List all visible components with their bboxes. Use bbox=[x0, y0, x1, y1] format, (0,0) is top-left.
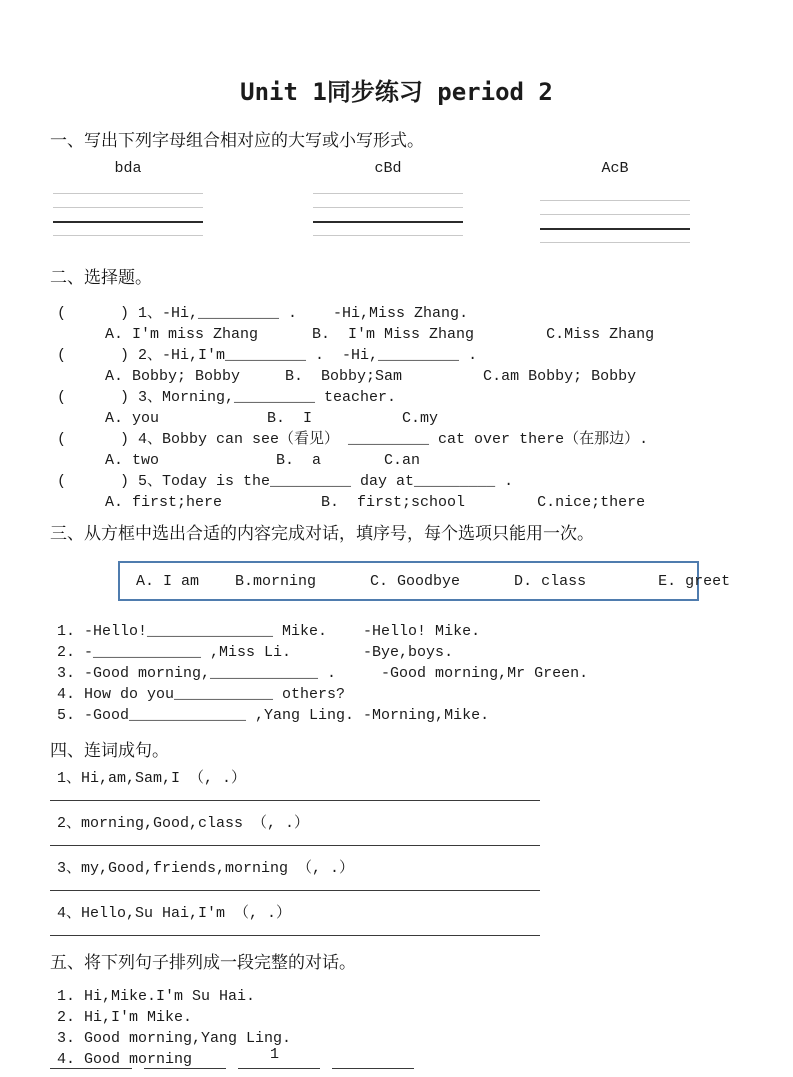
question-options: A. Bobby; Bobby B. Bobby;Sam C.am Bobby; Bobby bbox=[105, 368, 637, 385]
word-order-item: 1、Hi,am,Sam,I （, .） bbox=[57, 770, 247, 787]
question-stem: ( ) 3、Morning,_________ teacher. bbox=[57, 389, 397, 406]
answer-blank-line bbox=[50, 845, 540, 846]
writing-guide-lines bbox=[313, 193, 463, 249]
letter-practice-group bbox=[313, 160, 463, 249]
writing-guide-lines bbox=[540, 200, 690, 256]
writing-guide-lines bbox=[53, 193, 203, 249]
answer-order-blanks bbox=[50, 1053, 426, 1069]
question-stem: ( ) 5、Today is the_________ day at_________ . bbox=[57, 473, 514, 490]
letter-practice-row bbox=[50, 160, 743, 255]
sentence-item: 1. Hi,Mike.I'm Su Hai. bbox=[57, 988, 256, 1005]
question-options: A. two B. a C.an bbox=[105, 452, 421, 469]
order-blank-line bbox=[238, 1053, 320, 1069]
answer-blank-line bbox=[50, 890, 540, 891]
dialogue-fill-items bbox=[50, 621, 743, 726]
multiple-choice-questions bbox=[50, 303, 743, 513]
section-four-heading: 四、连词成句。 bbox=[50, 743, 169, 762]
letter-combination-label: cBd bbox=[374, 160, 402, 177]
sentence-item: 3. Good morning,Yang Ling. bbox=[57, 1030, 292, 1047]
guide-line bbox=[53, 235, 203, 249]
word-order-item: 2、morning,Good,class （, .） bbox=[57, 815, 310, 832]
answer-blank-line bbox=[50, 800, 540, 801]
fill-item: 4. How do you___________ others? bbox=[57, 686, 346, 703]
sentence-item: 2. Hi,I'm Mike. bbox=[57, 1009, 193, 1026]
sentence-item: 4. Good morning bbox=[57, 1051, 193, 1068]
question-stem: ( ) 4、Bobby can see（看见） _________ cat over there（在那边）. bbox=[57, 431, 649, 448]
question-options: A. I'm miss Zhang B. I'm Miss Zhang C.Miss Zhang bbox=[105, 326, 655, 343]
answer-blank-line bbox=[50, 935, 540, 936]
order-blank-line bbox=[50, 1053, 132, 1069]
question-stem: ( ) 1、-Hi,_________ . -Hi,Miss Zhang. bbox=[57, 305, 469, 322]
guide-line bbox=[540, 200, 690, 214]
section-one-heading: 一、写出下列字母组合相对应的大写或小写形式。 bbox=[50, 133, 424, 152]
question-options: A. you B. I C.my bbox=[105, 410, 439, 427]
fill-item: 3. -Good morning,____________ . -Good morning,Mr Green. bbox=[57, 665, 589, 682]
order-blank-line bbox=[332, 1053, 414, 1069]
word-order-item: 3、my,Good,friends,morning （, .） bbox=[57, 860, 355, 877]
word-order-item: 4、Hello,Su Hai,I'm （, .） bbox=[57, 905, 292, 922]
fill-item: 1. -Hello!______________ Mike. -Hello! Mike. bbox=[57, 623, 481, 640]
section-three-heading: 三、从方框中选出合适的内容完成对话，填序号，每个选项只能用一次。 bbox=[50, 526, 594, 545]
fill-item: 5. -Good_____________ ,Yang Ling. -Morning,Mike. bbox=[57, 707, 490, 724]
guide-baseline bbox=[540, 228, 690, 242]
guide-baseline bbox=[313, 221, 463, 235]
word-bank-options: A. I am B.morning C. Goodbye D. class E. greet bbox=[136, 572, 731, 590]
guide-baseline bbox=[53, 221, 203, 235]
guide-line bbox=[313, 193, 463, 207]
letter-combination-label: bda bbox=[114, 160, 142, 177]
letter-practice-group bbox=[540, 160, 690, 256]
question-stem: ( ) 2、-Hi,I'm_________ . -Hi,_________ . bbox=[57, 347, 478, 364]
worksheet-title: Unit 1同步练习 period 2 bbox=[240, 78, 553, 106]
page-number: 1 bbox=[270, 1046, 280, 1063]
guide-line bbox=[540, 214, 690, 228]
section-five-heading: 五、将下列句子排列成一段完整的对话。 bbox=[50, 955, 356, 974]
order-blank-line bbox=[144, 1053, 226, 1069]
guide-line bbox=[313, 207, 463, 221]
question-options: A. first;here B. first;school C.nice;there bbox=[105, 494, 646, 511]
letter-combination-label: AcB bbox=[601, 160, 629, 177]
section-two-heading: 二、选择题。 bbox=[50, 270, 152, 289]
letter-practice-group bbox=[53, 160, 203, 249]
guide-line bbox=[53, 193, 203, 207]
guide-line bbox=[540, 242, 690, 256]
fill-item: 2. -____________ ,Miss Li. -Bye,boys. bbox=[57, 644, 454, 661]
guide-line bbox=[313, 235, 463, 249]
word-bank-box bbox=[118, 561, 731, 601]
guide-line bbox=[53, 207, 203, 221]
